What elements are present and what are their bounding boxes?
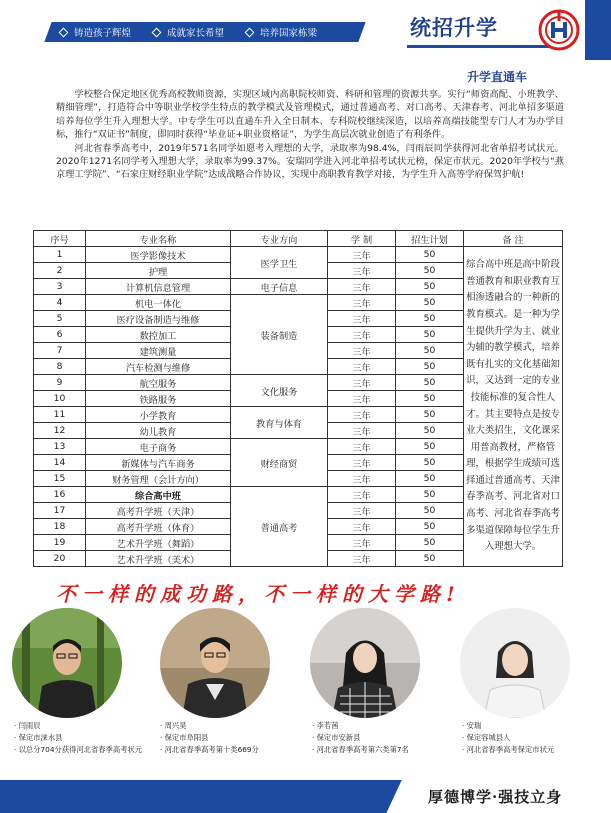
diamond-icon xyxy=(152,27,162,37)
row-years: 三年 xyxy=(328,343,396,359)
row-years: 三年 xyxy=(328,247,396,263)
slogan-3 xyxy=(246,25,317,39)
row-years: 三年 xyxy=(328,423,396,439)
slogan-strip xyxy=(60,22,339,42)
row-plan: 50 xyxy=(396,311,464,327)
row-plan: 50 xyxy=(396,471,464,487)
row-plan: 50 xyxy=(396,439,464,455)
note-cell: 综合高中班是高中阶段普通教育和职业教育互相渗透融合的一种新的教育模式。是一种为学生提供升学为主、就业为辅的教学模式，培养既有扎实的文化基础知识，又达到一定的专业技能标准的复合性人才。其主要特点是按专业大类招生，文化课采用普高教材，严格管理，根据学生成绩可选择通过普通高考、天津春季高考、河北省对口高考、河北省春季高考多渠道保障每位学生升入理想大学。 xyxy=(464,247,563,567)
row-major: 航空服务 xyxy=(86,375,231,391)
section-subtitle: 升学直通车 xyxy=(467,70,528,84)
row-no: 12 xyxy=(34,423,86,439)
row-plan: 50 xyxy=(396,359,464,375)
direction-cell: 装备制造 xyxy=(231,295,328,375)
row-years: 三年 xyxy=(328,327,396,343)
col-header-major: 专业名称 xyxy=(86,231,231,247)
direction-cell: 财经商贸 xyxy=(231,439,328,487)
row-major: 高考升学班（天津） xyxy=(86,503,231,519)
page-title: 统招升学 xyxy=(410,16,498,40)
row-major: 计算机信息管理 xyxy=(86,279,231,295)
slogan-text: 成就家长希望 xyxy=(167,28,225,39)
row-major: 铁路服务 xyxy=(86,391,231,407)
direction-cell: 医学卫生 xyxy=(231,247,328,279)
row-major: 电子商务 xyxy=(86,439,231,455)
row-years: 三年 xyxy=(328,359,396,375)
student-hometown: · 保定市安新县 xyxy=(312,732,409,744)
title-underline xyxy=(407,45,557,48)
direction-cell: 文化服务 xyxy=(231,375,328,407)
row-plan: 50 xyxy=(396,455,464,471)
row-no: 13 xyxy=(34,439,86,455)
row-years: 三年 xyxy=(328,295,396,311)
row-no: 14 xyxy=(34,455,86,471)
row-plan: 50 xyxy=(396,535,464,551)
col-header-no: 序号 xyxy=(34,231,86,247)
student-achievement: · 河北省春季高考第十类669分 xyxy=(160,744,259,756)
diamond-icon xyxy=(245,27,255,37)
row-years: 三年 xyxy=(328,487,396,503)
diamond-icon xyxy=(59,27,69,37)
student-info-4 xyxy=(462,720,554,755)
col-header-plan: 招生计划 xyxy=(396,231,464,247)
student-name: · 周兴昊 xyxy=(160,720,259,732)
intro-paragraph-1: 学校整合保定地区优秀高校教师资源，实现区域内高职院校师资、科研和管理的资源共享。实行“师资高配、小班教学、精细管理”，打造符合中等职业学校学生特点的教学模式及管理模式，通过普通高考、对口高考、天津春考、河北单招多渠道培养每位学生升入理想大学。中专学生可以直通车升入全日制本、专科院校继续深造，以培养高端技能型专门人才为办学目标，推行“双证书”制度，即同时获得“毕业证+职业资格证”，为学生高层次就业创造了有利条件。 xyxy=(56,89,564,141)
student-info-3 xyxy=(312,720,409,755)
row-years: 三年 xyxy=(328,311,396,327)
row-no: 11 xyxy=(34,407,86,423)
row-years: 三年 xyxy=(328,391,396,407)
row-major: 新媒体与汽车商务 xyxy=(86,455,231,471)
student-hometown: · 保定市阜阳县 xyxy=(160,732,259,744)
row-no: 1 xyxy=(34,247,86,263)
slogan-text: 培养国家栋梁 xyxy=(260,28,318,39)
student-name: · 安瑞 xyxy=(462,720,554,732)
student-photo-1 xyxy=(12,608,122,718)
direction-cell: 电子信息 xyxy=(231,279,328,295)
student-name: · 闫雨辰 xyxy=(14,720,142,732)
student-name: · 李若茜 xyxy=(312,720,409,732)
footer-motto: 厚德博学·强技立身 xyxy=(428,788,563,806)
slogan-1 xyxy=(60,25,131,39)
right-blue-block xyxy=(585,0,611,60)
row-years: 三年 xyxy=(328,263,396,279)
student-info-2 xyxy=(160,720,259,755)
row-major: 汽车检测与维修 xyxy=(86,359,231,375)
student-photo-4 xyxy=(460,608,570,718)
direction-cell: 普通高考 xyxy=(231,487,328,567)
row-no: 10 xyxy=(34,391,86,407)
col-header-direction: 专业方向 xyxy=(231,231,328,247)
student-achievement: · 河北省春季高考第六类第7名 xyxy=(312,744,409,756)
row-major: 数控加工 xyxy=(86,327,231,343)
row-no: 7 xyxy=(34,343,86,359)
row-no: 16 xyxy=(34,487,86,503)
intro-text xyxy=(56,88,564,182)
row-no: 5 xyxy=(34,311,86,327)
student-hometown: · 保定容城县人 xyxy=(462,732,554,744)
row-no: 8 xyxy=(34,359,86,375)
row-no: 2 xyxy=(34,263,86,279)
row-major: 综合高中班 xyxy=(86,487,231,503)
slogan-2 xyxy=(153,25,224,39)
student-hometown: · 保定市涞水县 xyxy=(14,732,142,744)
row-major: 护理 xyxy=(86,263,231,279)
row-plan: 50 xyxy=(396,391,464,407)
slogan-text: 铸造孩子辉煌 xyxy=(74,28,132,39)
row-years: 三年 xyxy=(328,407,396,423)
student-info-1 xyxy=(14,720,142,755)
row-plan: 50 xyxy=(396,279,464,295)
row-no: 17 xyxy=(34,503,86,519)
row-major: 医学影像技术 xyxy=(86,247,231,263)
student-achievement: · 以总分704分获得河北省春季高考状元 xyxy=(14,744,142,756)
school-logo-icon xyxy=(537,8,581,52)
col-header-note: 备 注 xyxy=(464,231,563,247)
row-plan: 50 xyxy=(396,519,464,535)
row-years: 三年 xyxy=(328,551,396,567)
row-plan: 50 xyxy=(396,407,464,423)
row-years: 三年 xyxy=(328,375,396,391)
row-plan: 50 xyxy=(396,503,464,519)
row-years: 三年 xyxy=(328,455,396,471)
row-years: 三年 xyxy=(328,535,396,551)
row-no: 4 xyxy=(34,295,86,311)
row-years: 三年 xyxy=(328,279,396,295)
row-major: 幼儿教育 xyxy=(86,423,231,439)
row-major: 机电一体化 xyxy=(86,295,231,311)
row-major: 建筑测量 xyxy=(86,343,231,359)
row-plan: 50 xyxy=(396,375,464,391)
row-no: 9 xyxy=(34,375,86,391)
student-photo-3 xyxy=(310,608,420,718)
intro-paragraph-2: 河北省春季高考中，2019年571名同学如愿考入理想的大学，录取率为98.4%，闫雨辰同学获得河北省单招考试状元。2020年1271名同学考入理想大学，录取率为99.37%。安瑞同学进入河北单招考试状元榜，保定市状元。2020年学校与“燕京理工学院”、“石家庄财经职业学院”达成战略合作协议，实现中高职教育教学对接，为学生升入高等学府保驾护航! xyxy=(56,142,564,181)
row-plan: 50 xyxy=(396,551,464,567)
row-major: 医疗设备制造与维修 xyxy=(86,311,231,327)
table-row xyxy=(34,247,563,263)
student-photo-2 xyxy=(160,608,270,718)
row-major: 艺术升学班（舞蹈） xyxy=(86,535,231,551)
row-no: 19 xyxy=(34,535,86,551)
row-plan: 50 xyxy=(396,247,464,263)
row-years: 三年 xyxy=(328,503,396,519)
row-years: 三年 xyxy=(328,519,396,535)
row-no: 3 xyxy=(34,279,86,295)
row-no: 20 xyxy=(34,551,86,567)
row-no: 18 xyxy=(34,519,86,535)
row-plan: 50 xyxy=(396,263,464,279)
row-major: 财务管理（会计方向） xyxy=(86,471,231,487)
row-major: 艺术升学班（美术） xyxy=(86,551,231,567)
row-years: 三年 xyxy=(328,471,396,487)
row-plan: 50 xyxy=(396,423,464,439)
row-plan: 50 xyxy=(396,327,464,343)
col-header-years: 学 制 xyxy=(328,231,396,247)
row-plan: 50 xyxy=(396,295,464,311)
row-plan: 50 xyxy=(396,487,464,503)
row-plan: 50 xyxy=(396,343,464,359)
row-major: 高考升学班（体育） xyxy=(86,519,231,535)
direction-cell: 教育与体育 xyxy=(231,407,328,439)
row-years: 三年 xyxy=(328,439,396,455)
majors-table xyxy=(33,230,563,567)
row-major: 小学教育 xyxy=(86,407,231,423)
student-achievement: · 河北省春季高考保定市状元 xyxy=(462,744,554,756)
row-no: 6 xyxy=(34,327,86,343)
motto-slogan: 不一样的成功路，不一样的大学路! xyxy=(56,582,461,606)
table-header-row xyxy=(34,231,563,247)
row-no: 15 xyxy=(34,471,86,487)
